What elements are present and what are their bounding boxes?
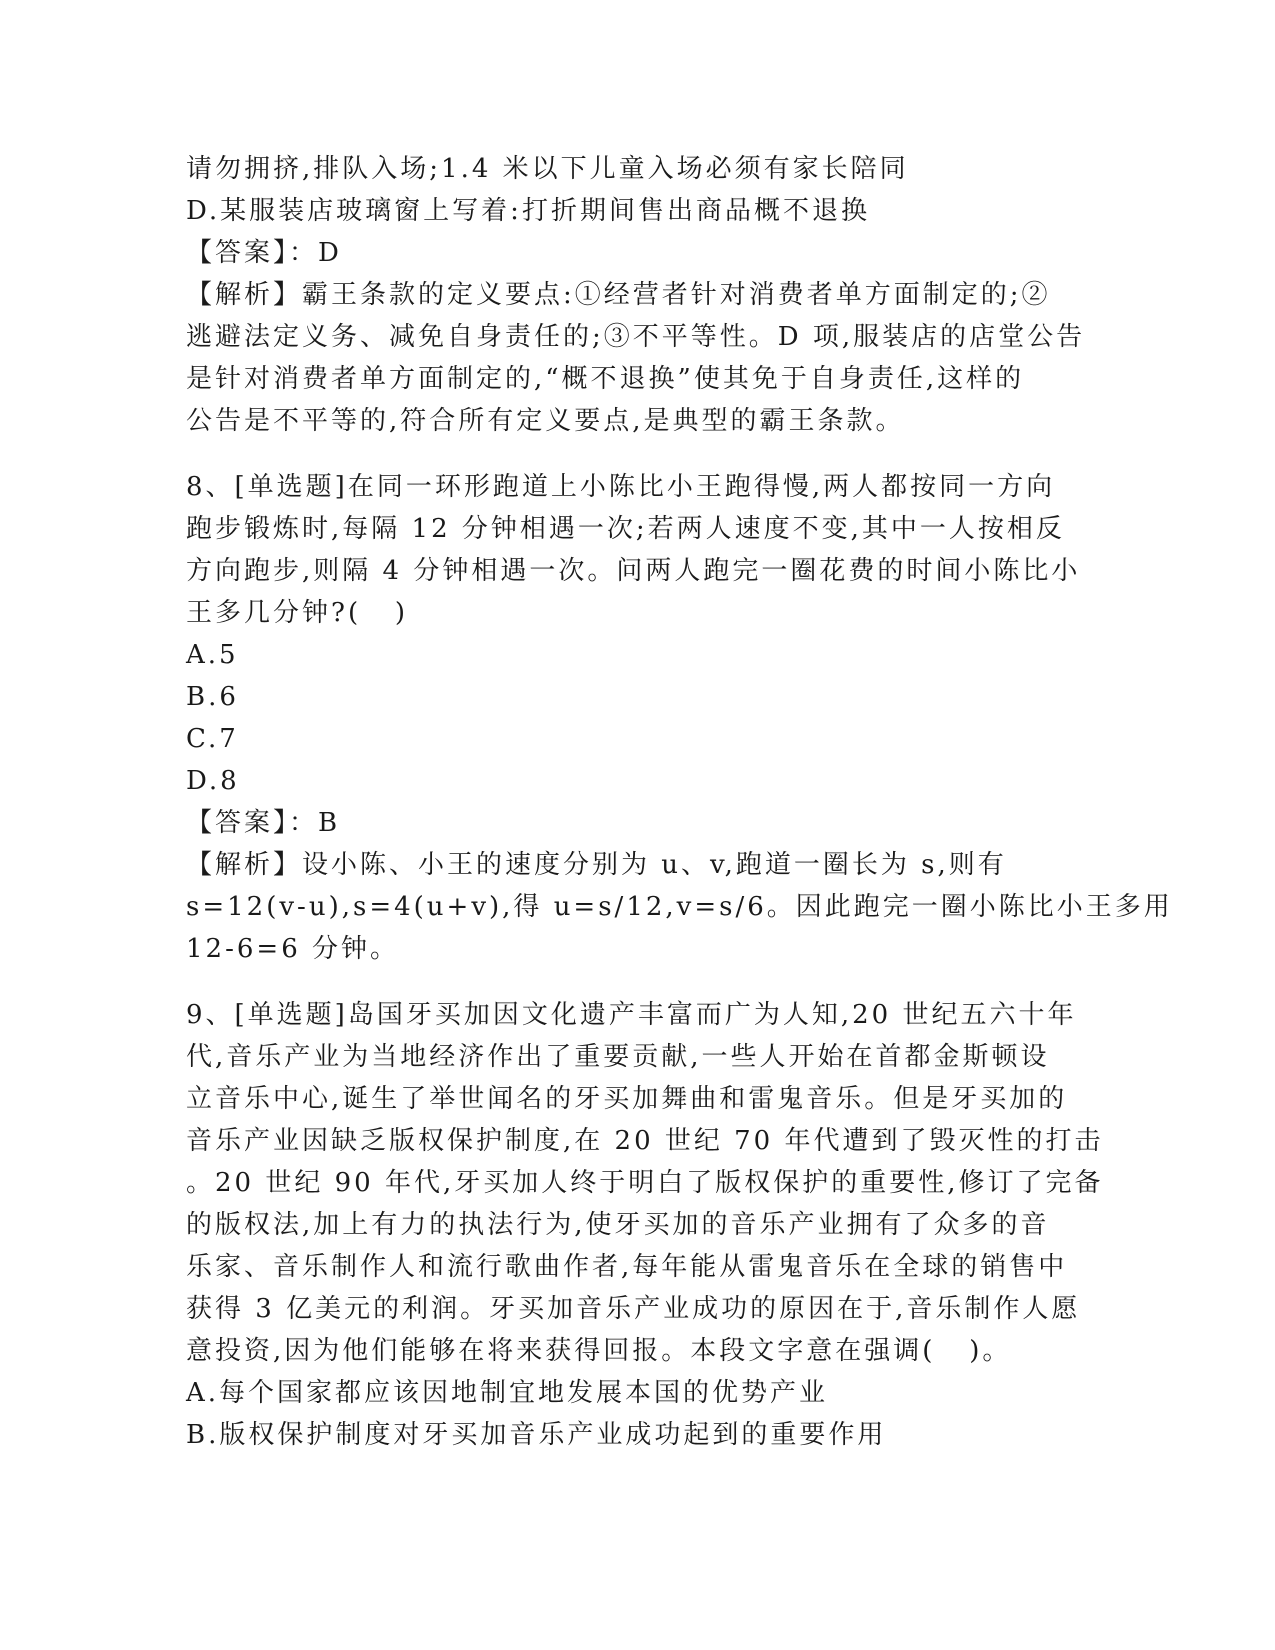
question-8-stem-line: 方向跑步,则隔 4 分钟相遇一次。问两人跑完一圈花费的时间小陈比小 [186, 556, 1081, 586]
question-8-stem-line: 8、[单选题]在同一环形跑道上小陈比小王跑得慢,两人都按同一方向 [186, 472, 1056, 502]
question-8-analysis-line: 12-6=6 分钟。 [186, 934, 400, 964]
question-9-stem-line: 音乐产业因缺乏版权保护制度,在 20 世纪 70 年代遭到了毁灭性的打击 [186, 1126, 1104, 1156]
question-9-stem-line: 立音乐中心,诞生了举世闻名的牙买加舞曲和雷鬼音乐。但是牙买加的 [186, 1084, 1068, 1114]
section-gap [186, 442, 1086, 466]
question-9 [186, 994, 1104, 1456]
page-content [186, 148, 1173, 1456]
question-9-stem-line: 。20 世纪 90 年代,牙买加人终于明白了版权保护的重要性,修订了完备 [186, 1168, 1104, 1198]
question-9-stem-line: 代,音乐产业为当地经济作出了重要贡献,一些人开始在首都金斯顿设 [186, 1042, 1050, 1072]
question-8-stem-line: 跑步锻炼时,每隔 12 分钟相遇一次;若两人速度不变,其中一人按相反 [186, 514, 1065, 544]
question-7-analysis-line: 是针对消费者单方面制定的,“概不退换”使其免于自身责任,这样的 [186, 364, 1025, 394]
question-9-stem-line: 9、[单选题]岛国牙买加因文化遗产丰富而广为人知,20 世纪五六十年 [186, 1000, 1077, 1030]
question-8-analysis-line: s=12(v-u),s=4(u+v),得 u=s/12,v=s/6。因此跑完一圈小陈比小王多用 [186, 892, 1173, 922]
question-7-analysis-line: 公告是不平等的,符合所有定义要点,是典型的霸王条款。 [186, 406, 905, 436]
question-9-stem-line: 获得 3 亿美元的利润。牙买加音乐产业成功的原因在于,音乐制作人愿 [186, 1294, 1081, 1324]
question-8-stem-line: 王多几分钟?( ) [186, 598, 409, 628]
question-7-analysis-line: 【解析】霸王条款的定义要点:①经营者针对消费者单方面制定的;② [186, 280, 1051, 310]
question-8-option-c: C.7 [186, 724, 239, 754]
question-7-answer: 【答案】：D [186, 238, 342, 268]
question-9-option-a: A.每个国家都应该因地制宜地发展本国的优势产业 [186, 1378, 829, 1408]
question-8-answer: 【答案】：B [186, 808, 341, 838]
section-gap [186, 970, 1086, 994]
question-8 [186, 466, 1173, 970]
question-9-stem-line: 的版权法,加上有力的执法行为,使牙买加的音乐产业拥有了众多的音 [186, 1210, 1050, 1240]
question-9-stem-line: 乐家、音乐制作人和流行歌曲作者,每年能从雷鬼音乐在全球的销售中 [186, 1252, 1068, 1282]
question-8-analysis-line: 【解析】设小陈、小王的速度分别为 u、v,跑道一圈长为 s,则有 [186, 850, 1007, 880]
question-8-option-a: A.5 [186, 640, 239, 670]
question-8-option-b: B.6 [186, 682, 239, 712]
question-7-option-d: D.某服装店玻璃窗上写着:打折期间售出商品概不退换 [186, 196, 870, 226]
question-8-option-d: D.8 [186, 766, 240, 796]
question-7-tail [186, 148, 1086, 442]
question-9-stem-line: 意投资,因为他们能够在将来获得回报。本段文字意在强调( )。 [186, 1336, 1012, 1366]
question-7-analysis-line: 逃避法定义务、减免自身责任的;③不平等性。D 项,服装店的店堂公告 [186, 322, 1086, 352]
question-9-option-b: B.版权保护制度对牙买加音乐产业成功起到的重要作用 [186, 1420, 887, 1450]
question-7-option-c-continuation: 请勿拥挤,排队入场;1.4 米以下儿童入场必须有家长陪同 [186, 154, 909, 184]
